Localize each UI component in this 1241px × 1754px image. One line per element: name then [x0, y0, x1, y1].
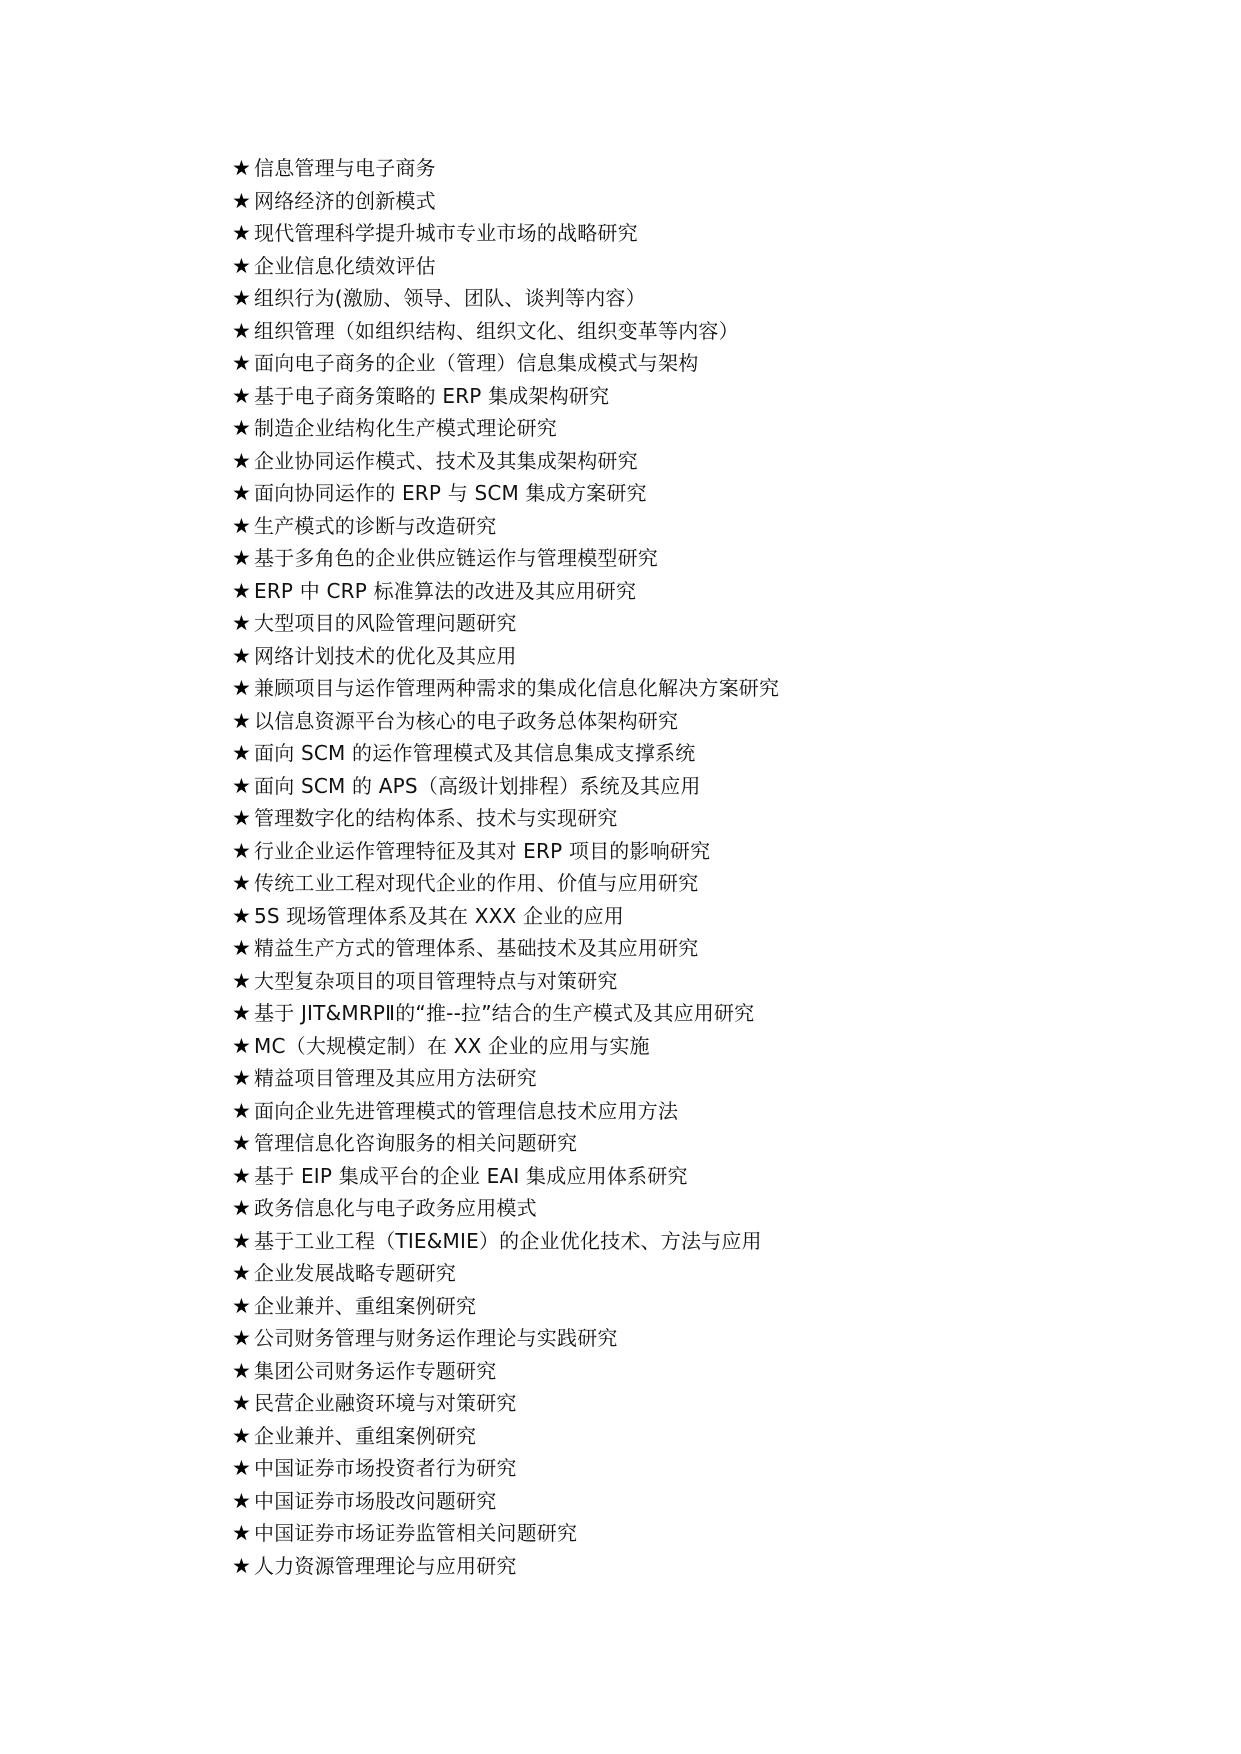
- topic-item: [232, 380, 1132, 413]
- topic-text: 基于 EIP 集成平台的企业 EAI 集成应用体系研究: [254, 1163, 688, 1188]
- star-bullet-icon: ★: [232, 286, 251, 310]
- star-bullet-icon: ★: [232, 1456, 251, 1480]
- star-bullet-icon: ★: [232, 903, 251, 928]
- star-bullet-icon: ★: [232, 188, 251, 213]
- topic-text: 以信息资源平台为核心的电子政务总体架构研究: [254, 708, 679, 733]
- topic-item: [232, 932, 1132, 965]
- topic-item: [232, 1485, 1132, 1518]
- topic-item: [232, 510, 1132, 543]
- topic-text: ERP 中 CRP 标准算法的改进及其应用研究: [254, 578, 637, 603]
- topic-item: [232, 1420, 1132, 1453]
- star-bullet-icon: ★: [232, 838, 251, 863]
- star-bullet-icon: ★: [232, 773, 251, 798]
- star-bullet-icon: ★: [232, 1358, 251, 1383]
- star-bullet-icon: ★: [232, 611, 251, 635]
- star-bullet-icon: ★: [232, 676, 251, 700]
- topic-text: 现代管理科学提升城市专业市场的战略研究: [254, 221, 638, 245]
- star-bullet-icon: ★: [232, 936, 251, 960]
- topic-text: 基于 JIT&MRPⅡ的“推--拉”结合的生产模式及其应用研究: [254, 1001, 755, 1025]
- topic-item: [232, 1225, 1132, 1258]
- topic-item: [232, 1192, 1132, 1225]
- topic-item: [232, 477, 1132, 510]
- topic-item: [232, 250, 1132, 283]
- star-bullet-icon: ★: [232, 708, 251, 733]
- topic-item: [232, 1257, 1132, 1290]
- topic-text: 面向 SCM 的运作管理模式及其信息集成支撑系统: [254, 741, 696, 765]
- star-bullet-icon: ★: [232, 806, 251, 830]
- topic-item: [232, 445, 1132, 478]
- star-bullet-icon: ★: [232, 1001, 251, 1025]
- topic-text: 企业信息化绩效评估: [254, 253, 436, 278]
- star-bullet-icon: ★: [232, 416, 251, 440]
- topic-text: 中国证券市场证券监管相关问题研究: [254, 1521, 578, 1545]
- topic-text: 管理信息化咨询服务的相关问题研究: [254, 1131, 578, 1155]
- topic-text: 民营企业融资环境与对策研究: [254, 1391, 517, 1415]
- topic-item: [232, 1322, 1132, 1355]
- topic-text: 精益项目管理及其应用方法研究: [254, 1066, 537, 1090]
- topic-text: 中国证券市场股改问题研究: [254, 1488, 497, 1513]
- star-bullet-icon: ★: [232, 546, 251, 570]
- topic-item: [232, 1095, 1132, 1128]
- star-bullet-icon: ★: [232, 1391, 251, 1415]
- topic-text: 面向协同运作的 ERP 与 SCM 集成方案研究: [254, 481, 647, 505]
- star-bullet-icon: ★: [232, 1553, 251, 1578]
- topic-item: [232, 152, 1132, 185]
- topic-text: 网络经济的创新模式: [254, 188, 436, 213]
- topic-text: 公司财务管理与财务运作理论与实践研究: [254, 1326, 618, 1350]
- topic-item: [232, 1355, 1132, 1388]
- topic-item: [232, 640, 1132, 673]
- topic-item: [232, 575, 1132, 608]
- topic-text: 企业兼并、重组案例研究: [254, 1423, 477, 1448]
- topic-text: 政务信息化与电子政务应用模式: [254, 1196, 537, 1220]
- topic-item: [232, 965, 1132, 998]
- topic-text: 制造企业结构化生产模式理论研究: [254, 416, 557, 440]
- topic-text: 信息管理与电子商务: [254, 156, 436, 180]
- topic-item: [232, 282, 1132, 315]
- topic-item: [232, 542, 1132, 575]
- star-bullet-icon: ★: [232, 351, 251, 375]
- topic-item: [232, 1160, 1132, 1193]
- topic-item: [232, 1127, 1132, 1160]
- topic-text: 精益生产方式的管理体系、基础技术及其应用研究: [254, 936, 699, 960]
- topic-text: 基于工业工程（TIE&MIE）的企业优化技术、方法与应用: [254, 1228, 762, 1253]
- topic-item: [232, 1452, 1132, 1485]
- star-bullet-icon: ★: [232, 1163, 251, 1188]
- topic-item: [232, 705, 1132, 738]
- topic-text: MC（大规模定制）在 XX 企业的应用与实施: [254, 1033, 650, 1058]
- topic-item: [232, 1030, 1132, 1063]
- topic-text: 中国证券市场投资者行为研究: [254, 1456, 517, 1480]
- star-bullet-icon: ★: [232, 1098, 251, 1123]
- topic-item: [232, 867, 1132, 900]
- topic-text: 传统工业工程对现代企业的作用、价值与应用研究: [254, 871, 699, 895]
- star-bullet-icon: ★: [232, 1131, 251, 1155]
- topic-text: 大型复杂项目的项目管理特点与对策研究: [254, 968, 618, 993]
- topic-text: 基于多角色的企业供应链运作与管理模型研究: [254, 546, 658, 570]
- topic-text: 企业发展战略专题研究: [254, 1261, 456, 1285]
- topic-item: [232, 607, 1132, 640]
- star-bullet-icon: ★: [232, 221, 251, 245]
- star-bullet-icon: ★: [232, 1033, 251, 1058]
- star-bullet-icon: ★: [232, 318, 251, 343]
- topic-text: 企业协同运作模式、技术及其集成架构研究: [254, 448, 638, 473]
- topic-text: 大型项目的风险管理问题研究: [254, 611, 517, 635]
- topic-text: 基于电子商务策略的 ERP 集成架构研究: [254, 383, 610, 408]
- topic-text: 行业企业运作管理特征及其对 ERP 项目的影响研究: [254, 838, 711, 863]
- star-bullet-icon: ★: [232, 253, 251, 278]
- topic-item: [232, 185, 1132, 218]
- research-topic-list: [232, 152, 1132, 1582]
- topic-text: 网络计划技术的优化及其应用: [254, 643, 517, 668]
- topic-item: [232, 835, 1132, 868]
- star-bullet-icon: ★: [232, 1228, 251, 1253]
- star-bullet-icon: ★: [232, 1488, 251, 1513]
- topic-text: 人力资源管理理论与应用研究: [254, 1553, 517, 1578]
- topic-text: 面向 SCM 的 APS（高级计划排程）系统及其应用: [254, 773, 701, 798]
- star-bullet-icon: ★: [232, 513, 251, 538]
- topic-item: [232, 1550, 1132, 1583]
- star-bullet-icon: ★: [232, 448, 251, 473]
- topic-item: [232, 672, 1132, 705]
- topic-item: [232, 1517, 1132, 1550]
- topic-item: [232, 347, 1132, 380]
- topic-item: [232, 770, 1132, 803]
- topic-item: [232, 1062, 1132, 1095]
- topic-text: 组织行为(激励、领导、团队、谈判等内容）: [254, 286, 646, 310]
- topic-text: 企业兼并、重组案例研究: [254, 1293, 477, 1318]
- topic-text: 5S 现场管理体系及其在 XXX 企业的应用: [254, 903, 624, 928]
- star-bullet-icon: ★: [232, 1196, 251, 1220]
- star-bullet-icon: ★: [232, 578, 251, 603]
- topic-item: [232, 1387, 1132, 1420]
- star-bullet-icon: ★: [232, 1261, 251, 1285]
- star-bullet-icon: ★: [232, 1423, 251, 1448]
- star-bullet-icon: ★: [232, 741, 251, 765]
- topic-text: 兼顾项目与运作管理两种需求的集成化信息化解决方案研究: [254, 676, 780, 700]
- topic-text: 管理数字化的结构体系、技术与实现研究: [254, 806, 618, 830]
- topic-item: [232, 217, 1132, 250]
- star-bullet-icon: ★: [232, 1521, 251, 1545]
- topic-item: [232, 900, 1132, 933]
- topic-text: 生产模式的诊断与改造研究: [254, 513, 497, 538]
- topic-item: [232, 802, 1132, 835]
- topic-item: [232, 412, 1132, 445]
- topic-item: [232, 315, 1132, 348]
- star-bullet-icon: ★: [232, 643, 251, 668]
- star-bullet-icon: ★: [232, 871, 251, 895]
- topic-item: [232, 997, 1132, 1030]
- star-bullet-icon: ★: [232, 1066, 251, 1090]
- star-bullet-icon: ★: [232, 481, 251, 505]
- star-bullet-icon: ★: [232, 383, 251, 408]
- star-bullet-icon: ★: [232, 1326, 251, 1350]
- topic-text: 集团公司财务运作专题研究: [254, 1358, 497, 1383]
- topic-text: 面向电子商务的企业（管理）信息集成模式与架构: [254, 351, 699, 375]
- star-bullet-icon: ★: [232, 968, 251, 993]
- star-bullet-icon: ★: [232, 1293, 251, 1318]
- topic-text: 面向企业先进管理模式的管理信息技术应用方法: [254, 1098, 679, 1123]
- topic-text: 组织管理（如组织结构、组织文化、组织变革等内容）: [254, 318, 739, 343]
- star-bullet-icon: ★: [232, 156, 251, 180]
- topic-item: [232, 737, 1132, 770]
- topic-item: [232, 1290, 1132, 1323]
